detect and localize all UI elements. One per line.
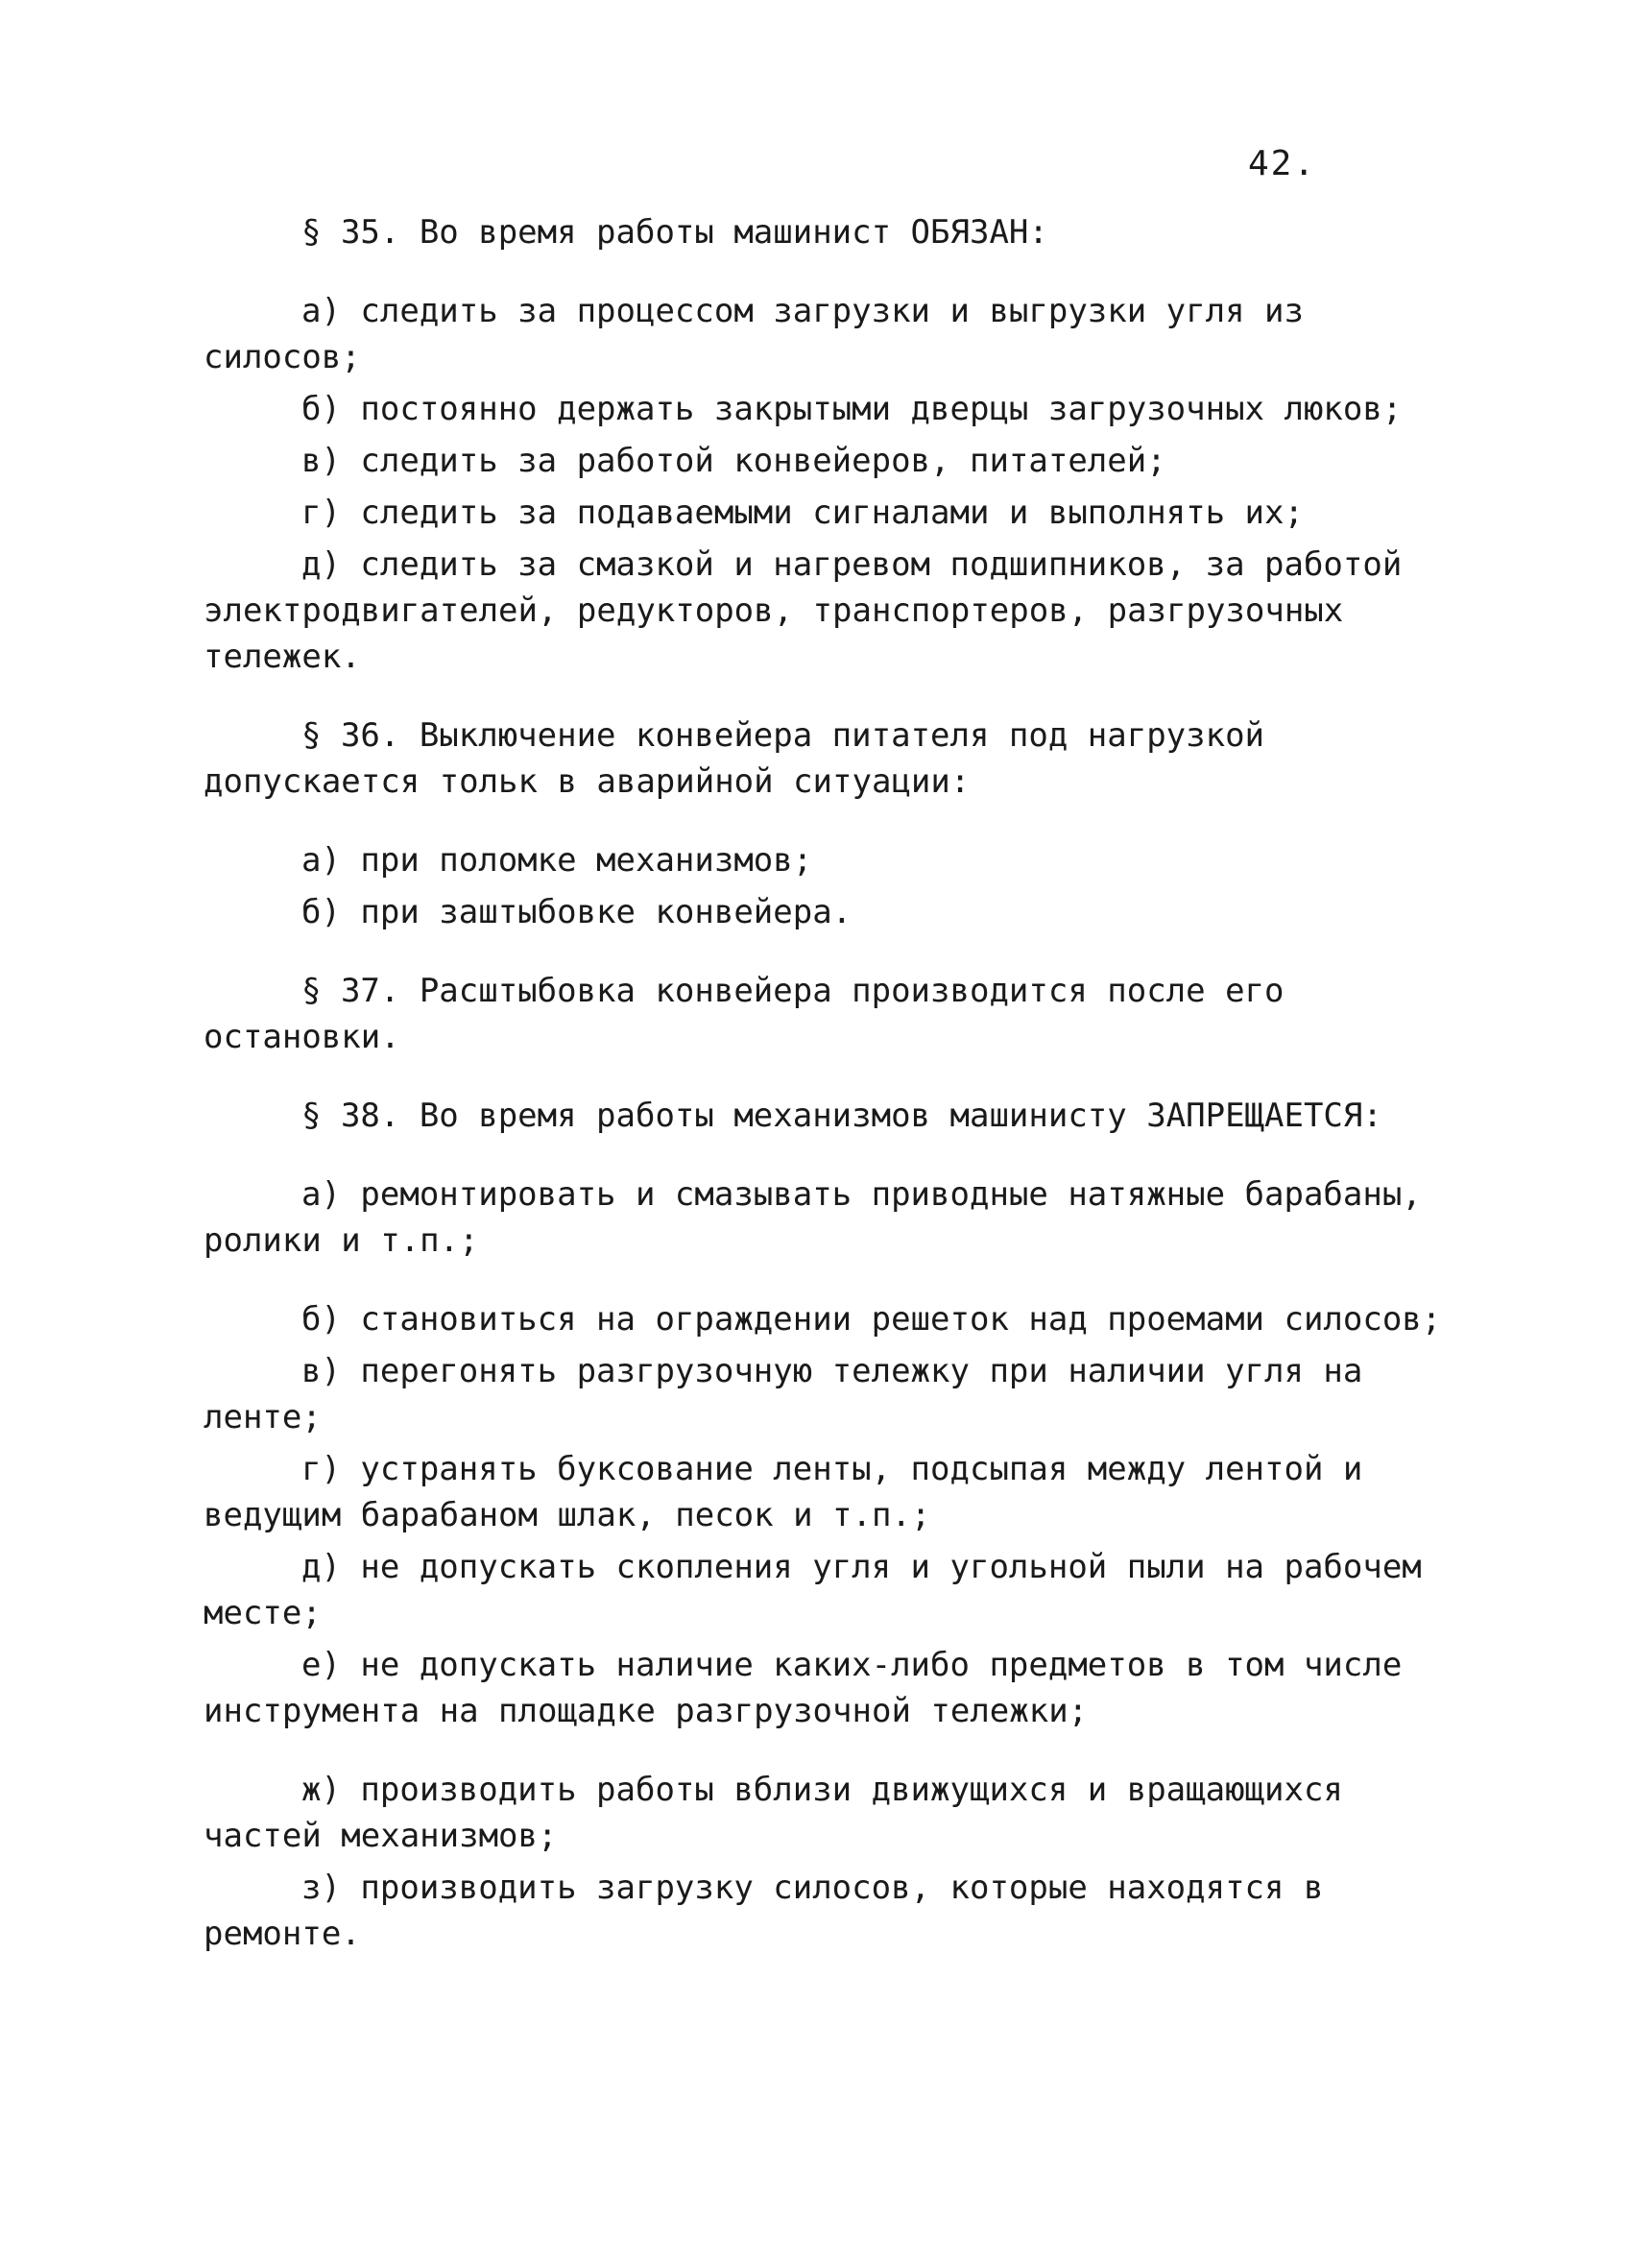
paragraph-37: § 37. Расштыбовка конвейера производится после его остановки. [204,972,1285,1056]
paragraph-35-heading: § 35. Во время работы машинист ОБЯЗАН: [301,213,1048,252]
paragraph-38-item-v: в) перегонять разгрузочную тележку при наличии угля на ленте; [204,1352,1363,1436]
paragraph-35-item-g: г) следить за подаваемыми сигналами и выполнять их; [301,494,1304,532]
paragraph-38-item-d: д) не допускать скопления угля и угольной пыли на рабочем месте; [204,1548,1422,1632]
instruction-text [204,209,1452,1957]
paragraph-38-item-g: г) устранять буксование ленты, подсыпая между лентой и ведущим барабаном шлак, песок и т.п.; [204,1450,1363,1534]
paragraph-35-item-a: а) следить за процессом загрузки и выгрузки угля из силосов; [204,292,1304,376]
paragraph-38-item-a: а) ремонтировать и смазывать приводные натяжные барабаны, ролики и т.п.; [204,1175,1422,1260]
page-number: 42. [1248,144,1317,183]
paragraph-38-heading: § 38. Во время работы механизмов машинисту ЗАПРЕЩАЕТСЯ: [301,1097,1382,1135]
paragraph-36-heading: § 36. Выключение конвейера питателя под нагрузкой допускается тольк в аварийной ситуации: [204,716,1265,801]
paragraph-35-item-v: в) следить за работой конвейеров, питателей; [301,442,1166,480]
paragraph-38-item-b: б) становиться на ограждении решеток над проемами силосов; [301,1300,1442,1339]
paragraph-35-item-d: д) следить за смазкой и нагревом подшипников, за работой электродвигателей, редукторов, транспортеров, разгрузочных тележек. [204,545,1403,676]
paragraph-38-item-z: з) производить загрузку силосов, которые находятся в ремонте. [204,1869,1324,1953]
paragraph-35-item-b: б) постоянно держать закрытыми дверцы загрузочных люков; [301,390,1403,428]
paragraph-36-item-b: б) при заштыбовке конвейера. [301,893,853,931]
paragraph-38-item-e: е) не допускать наличие каких-либо предметов в том числе инструмента на площадке разгрузочной тележки; [204,1646,1403,1730]
paragraph-36-item-a: а) при поломке механизмов; [301,841,813,880]
paragraph-38-item-zh: ж) производить работы вблизи движущихся и вращающихся частей механизмов; [204,1771,1343,1855]
